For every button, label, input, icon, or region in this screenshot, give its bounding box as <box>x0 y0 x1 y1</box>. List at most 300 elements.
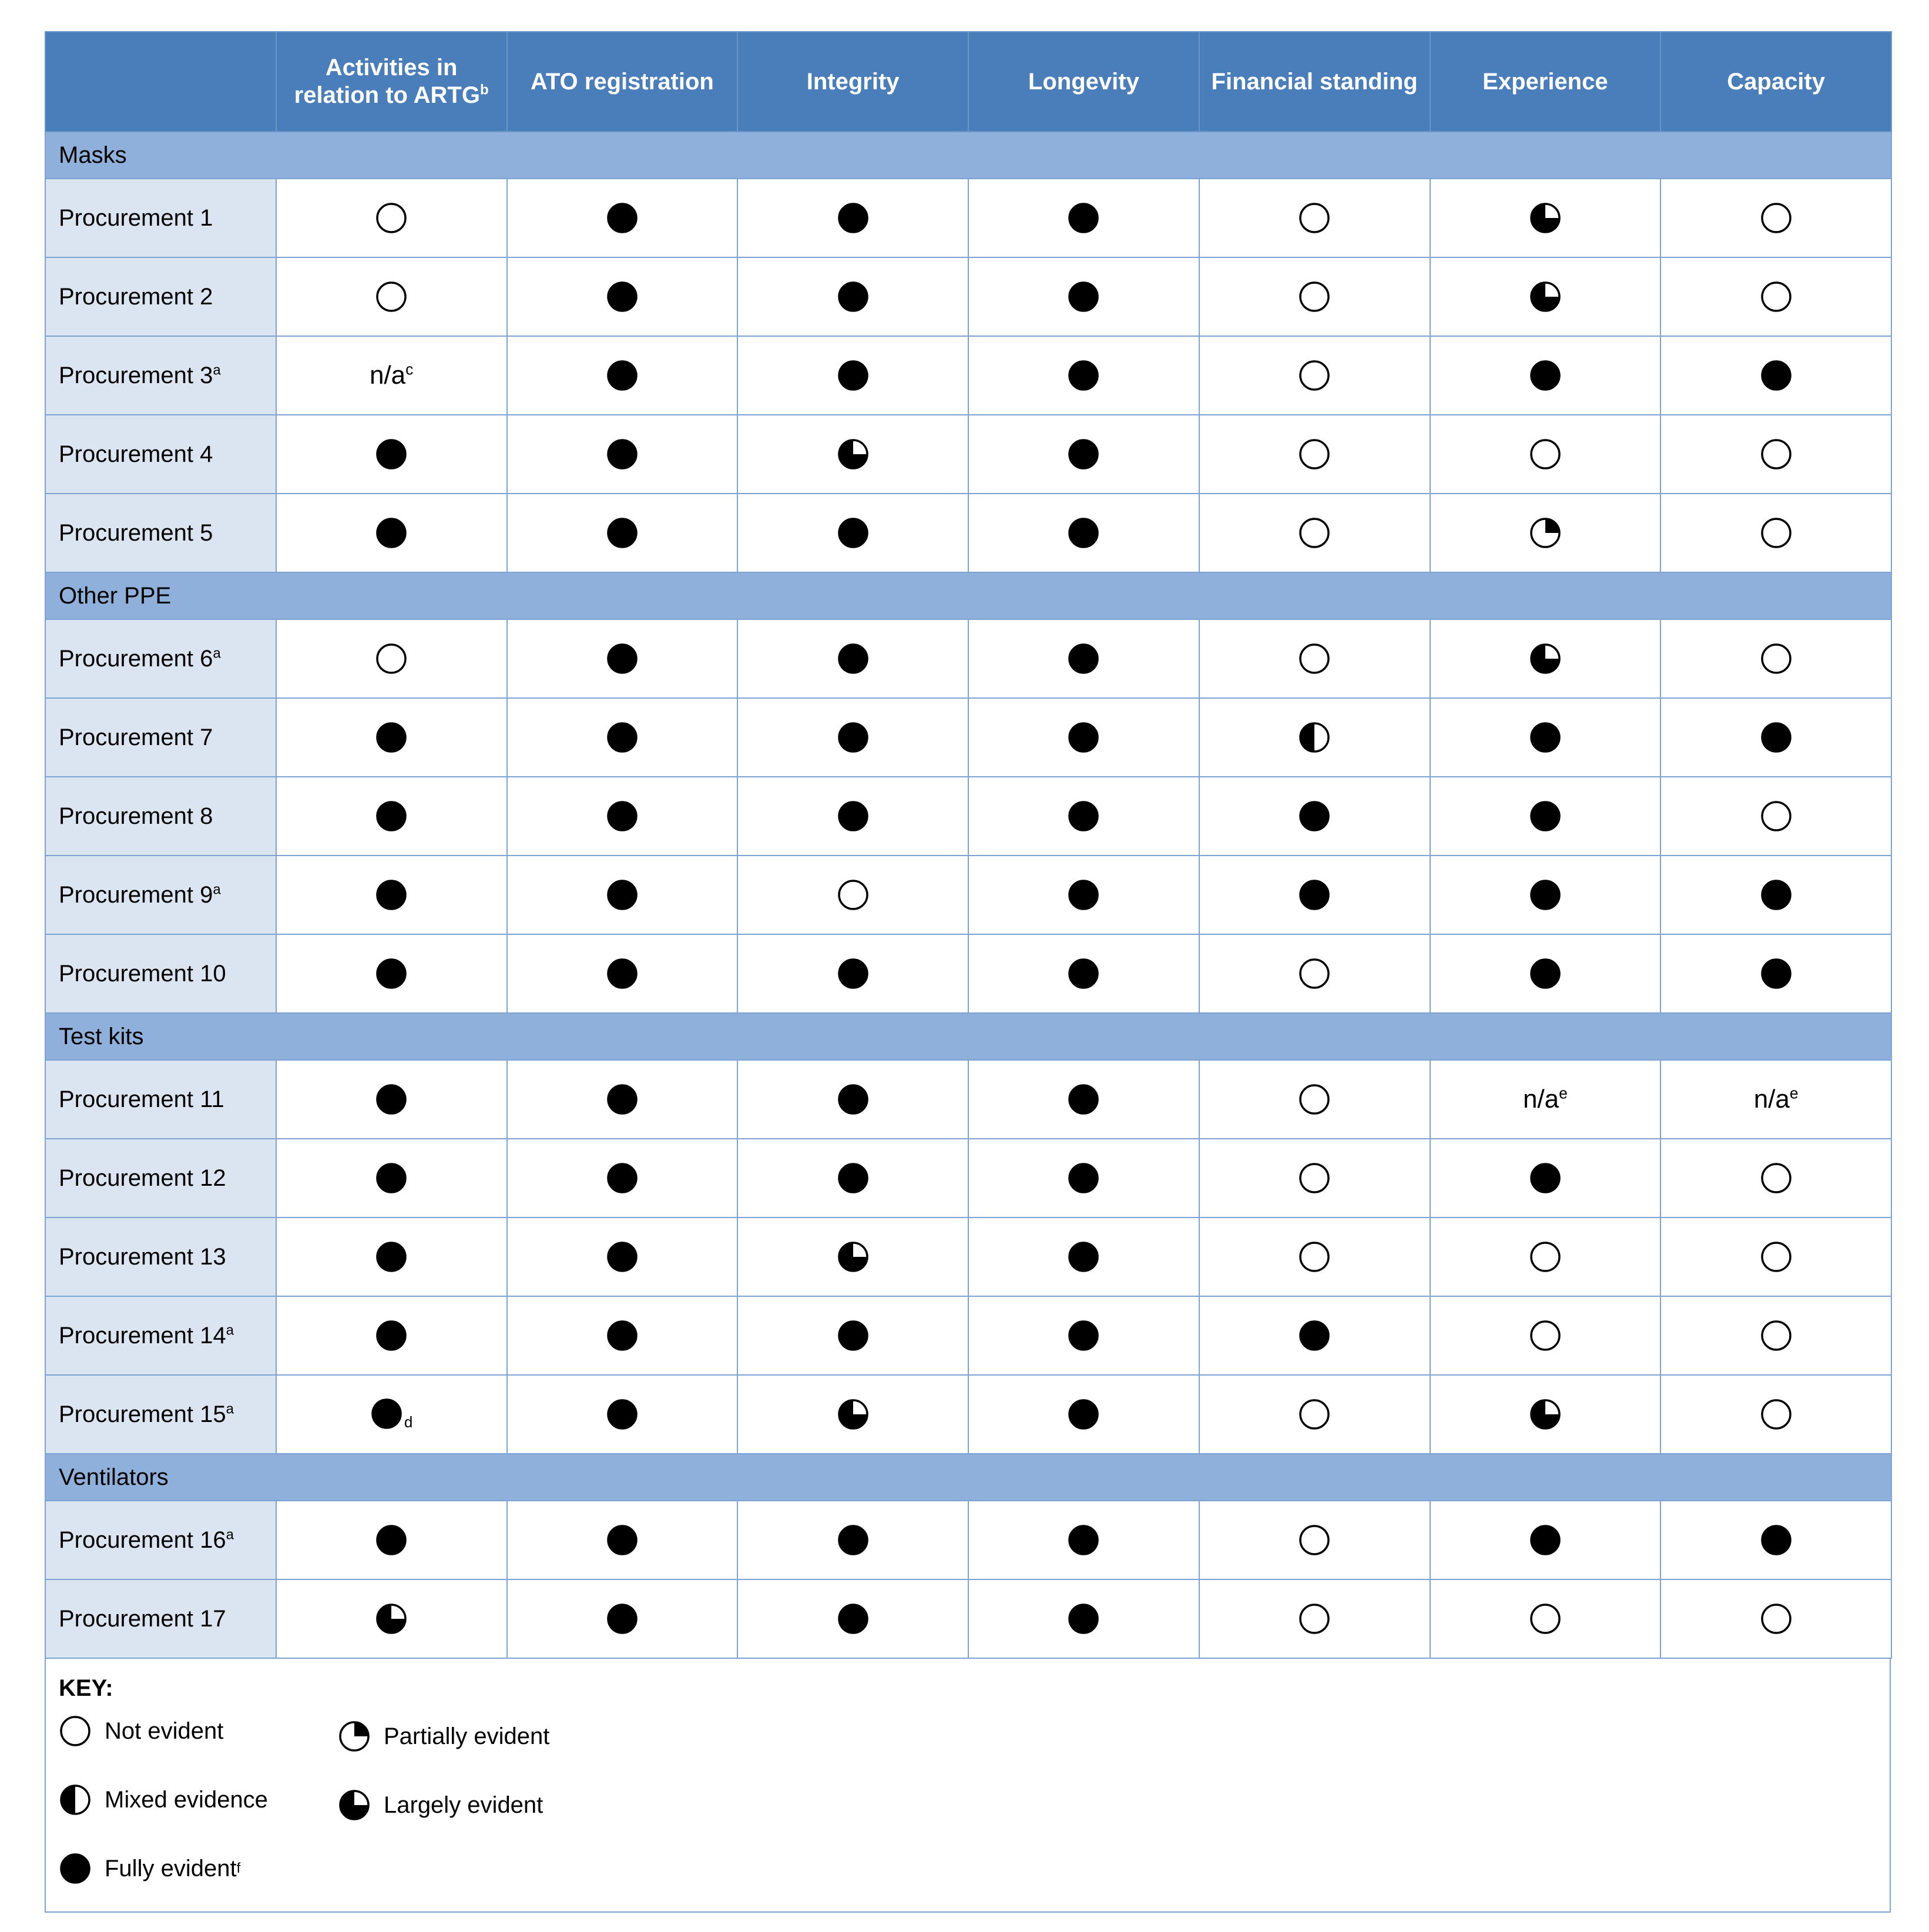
empty-circle-icon <box>1298 202 1331 234</box>
rating-cell <box>1660 336 1891 415</box>
row-label <box>45 336 276 415</box>
rating-cell <box>968 698 1199 777</box>
column-header-experience <box>1430 32 1661 132</box>
category-label: Other PPE <box>45 572 1891 619</box>
filled-circle-icon <box>1298 878 1331 911</box>
filled-circle-icon <box>606 800 639 833</box>
column-header-ato-registration <box>507 32 738 132</box>
filled-circle-icon <box>1760 1524 1793 1557</box>
rating-cell <box>507 698 738 777</box>
footnote-marker: a <box>213 645 221 662</box>
rating-cell <box>1430 1139 1661 1217</box>
filled-circle-icon <box>370 1397 403 1430</box>
key-item-largely-evident <box>338 1789 543 1822</box>
rating-cell <box>737 1139 968 1217</box>
category-label: Ventilators <box>45 1454 1891 1501</box>
table-row <box>45 415 1891 494</box>
row-label <box>45 1296 276 1375</box>
key-title: KEY: <box>59 1675 113 1701</box>
three-quarter-filled-circle-icon <box>837 438 870 471</box>
rating-cell <box>1430 1501 1661 1579</box>
rating-cell <box>276 1060 507 1139</box>
column-header-label: Activities in relation to ARTG <box>294 55 480 108</box>
row-label-text: Procurement 11 <box>59 1086 224 1112</box>
filled-circle-icon <box>606 280 639 313</box>
filled-circle-icon <box>837 1602 870 1635</box>
rating-cell <box>968 856 1199 934</box>
empty-circle-icon <box>1529 1319 1562 1352</box>
row-label <box>45 698 276 777</box>
column-header-financial-standing <box>1199 32 1430 132</box>
empty-circle-icon <box>1760 642 1793 675</box>
filled-circle-icon <box>606 642 639 675</box>
filled-circle-icon <box>375 1240 408 1273</box>
filled-circle-icon <box>837 957 870 990</box>
filled-circle-icon <box>1067 516 1100 549</box>
rating-cell <box>507 777 738 856</box>
rating-cell <box>968 1139 1199 1217</box>
empty-circle-icon <box>1298 359 1331 392</box>
rating-cell <box>1199 1296 1430 1375</box>
rating-cell <box>1430 856 1661 934</box>
row-label-text: Procurement 14 <box>59 1322 226 1349</box>
rating-cell <box>968 1060 1199 1139</box>
key-item-label: Fully evident <box>105 1855 237 1881</box>
three-quarter-filled-circle-icon <box>1529 1398 1562 1431</box>
row-label-text: Procurement 12 <box>59 1165 226 1191</box>
rating-cell <box>1430 1375 1661 1454</box>
rating-cell <box>507 1501 738 1579</box>
table-row <box>45 1217 1891 1296</box>
table-row <box>45 856 1891 934</box>
row-label <box>45 1217 276 1296</box>
rating-cell <box>737 1217 968 1296</box>
not-applicable-text: n/a <box>369 361 406 390</box>
rating-cell <box>276 1579 507 1658</box>
footnote-marker: c <box>405 360 414 378</box>
column-header-blank <box>45 32 276 132</box>
filled-circle-icon <box>837 800 870 833</box>
rating-cell <box>276 179 507 257</box>
rating-cell <box>1430 1296 1661 1375</box>
rating-cell <box>1199 856 1430 934</box>
filled-circle-icon <box>375 957 408 990</box>
rating-cell <box>737 1296 968 1375</box>
rating-cell <box>968 934 1199 1013</box>
rating-cell <box>737 1579 968 1658</box>
rating-cell <box>507 415 738 494</box>
filled-circle-icon <box>606 1398 639 1431</box>
three-quarter-filled-circle-icon <box>1529 642 1562 675</box>
filled-circle-icon <box>1067 642 1100 675</box>
rating-cell <box>1430 698 1661 777</box>
rating-cell <box>1660 777 1891 856</box>
column-header-label: Financial standing <box>1211 68 1418 95</box>
rating-cell <box>507 1060 738 1139</box>
rating-cell <box>737 415 968 494</box>
rating-cell <box>1430 1060 1661 1139</box>
rating-cell <box>1660 1139 1891 1217</box>
filled-circle-icon <box>1529 1524 1562 1557</box>
rating-cell <box>1430 257 1661 336</box>
rating-cell <box>1430 1217 1661 1296</box>
rating-cell <box>1430 1579 1661 1658</box>
rating-cell <box>1199 1501 1430 1579</box>
filled-circle-icon <box>837 1319 870 1352</box>
table-row <box>45 336 1891 415</box>
assessment-table-container <box>45 31 1891 1913</box>
rating-cell <box>968 777 1199 856</box>
category-row <box>45 132 1891 179</box>
rating-cell <box>276 619 507 698</box>
category-label: Masks <box>45 132 1891 179</box>
filled-circle-icon <box>1529 359 1562 392</box>
rating-cell <box>276 1375 507 1454</box>
row-label <box>45 1501 276 1579</box>
filled-circle-icon <box>375 438 408 471</box>
empty-circle-icon <box>837 878 870 911</box>
row-label-text: Procurement 10 <box>59 960 226 987</box>
key-item-mixed-evidence <box>59 1783 268 1816</box>
footnote-marker: e <box>1789 1084 1799 1102</box>
category-row <box>45 572 1891 619</box>
column-header-label: Capacity <box>1727 68 1825 95</box>
empty-circle-icon <box>1760 202 1793 234</box>
rating-cell <box>1660 619 1891 698</box>
key-item-label: Mixed evidence <box>105 1786 268 1813</box>
rating-cell <box>1430 179 1661 257</box>
rating-cell <box>1660 934 1891 1013</box>
rating-cell <box>968 257 1199 336</box>
empty-circle-icon <box>1298 1602 1331 1635</box>
filled-circle-icon <box>606 438 639 471</box>
three-quarter-filled-circle-icon <box>1529 202 1562 234</box>
three-quarter-filled-circle-icon <box>837 1240 870 1273</box>
rating-cell <box>507 1296 738 1375</box>
filled-circle-icon <box>1760 878 1793 911</box>
table-row <box>45 1579 1891 1658</box>
row-label <box>45 257 276 336</box>
column-header-integrity <box>737 32 968 132</box>
empty-circle-icon <box>1298 1083 1331 1116</box>
rating-cell <box>276 856 507 934</box>
rating-cell <box>276 415 507 494</box>
footnote-marker: e <box>1559 1084 1568 1102</box>
empty-circle-icon <box>1760 1602 1793 1635</box>
row-label <box>45 856 276 934</box>
filled-circle-icon <box>1067 878 1100 911</box>
filled-circle-icon <box>1067 1319 1100 1352</box>
filled-circle-icon <box>606 359 639 392</box>
quarter-filled-circle-icon <box>1529 516 1562 549</box>
empty-circle-icon <box>1298 957 1331 990</box>
rating-cell <box>276 494 507 572</box>
filled-circle-icon <box>606 1240 639 1273</box>
rating-cell <box>1660 856 1891 934</box>
filled-circle-icon <box>1067 1162 1100 1195</box>
rating-cell <box>1199 698 1430 777</box>
column-header-label: Integrity <box>806 68 900 95</box>
assessment-table <box>45 31 1892 1659</box>
rating-cell <box>1430 777 1661 856</box>
key-item-fully-evident: Fully evident f <box>59 1852 240 1885</box>
rating-cell <box>737 494 968 572</box>
rating-cell <box>1430 336 1661 415</box>
row-label <box>45 1139 276 1217</box>
filled-circle-icon <box>837 1083 870 1116</box>
filled-circle-icon <box>837 642 870 675</box>
rating-cell <box>1199 619 1430 698</box>
table-row <box>45 1501 1891 1579</box>
three-quarter-filled-circle-icon <box>338 1789 384 1822</box>
rating-cell <box>968 1579 1199 1658</box>
row-label <box>45 1060 276 1139</box>
filled-circle-icon <box>606 1524 639 1557</box>
empty-circle-icon <box>375 642 408 675</box>
filled-circle-icon <box>1067 721 1100 754</box>
rating-cell <box>1660 1296 1891 1375</box>
rating-cell <box>968 1296 1199 1375</box>
empty-circle-icon <box>375 280 408 313</box>
empty-circle-icon <box>1298 516 1331 549</box>
footnote-marker: a <box>226 1322 234 1339</box>
empty-circle-icon <box>1298 1524 1331 1557</box>
row-label <box>45 934 276 1013</box>
empty-circle-icon <box>1529 1240 1562 1273</box>
filled-circle-icon <box>1529 957 1562 990</box>
empty-circle-icon <box>59 1715 105 1747</box>
rating-cell <box>276 777 507 856</box>
row-label <box>45 619 276 698</box>
rating-cell <box>1199 1060 1430 1139</box>
rating-cell <box>737 619 968 698</box>
row-label-text: Procurement 15 <box>59 1401 226 1427</box>
row-label <box>45 1375 276 1454</box>
filled-circle-icon <box>59 1852 105 1885</box>
rating-cell <box>968 336 1199 415</box>
rating-cell <box>1660 1217 1891 1296</box>
footnote-marker: b <box>479 82 489 98</box>
rating-cell <box>737 698 968 777</box>
rating-cell <box>737 777 968 856</box>
rating-cell <box>1660 1501 1891 1579</box>
filled-circle-icon <box>837 202 870 234</box>
category-row <box>45 1013 1891 1060</box>
filled-circle-icon <box>606 1162 639 1195</box>
row-label <box>45 494 276 572</box>
filled-circle-icon <box>606 878 639 911</box>
rating-cell <box>1660 179 1891 257</box>
column-header-activities-in-relation-to-artg <box>276 32 507 132</box>
table-row <box>45 619 1891 698</box>
filled-circle-icon <box>1067 359 1100 392</box>
filled-circle-icon <box>1529 800 1562 833</box>
rating-cell <box>968 1217 1199 1296</box>
rating-cell <box>737 934 968 1013</box>
row-label-text: Procurement 16 <box>59 1527 226 1553</box>
rating-cell <box>1199 336 1430 415</box>
rating-cell <box>1199 179 1430 257</box>
half-filled-circle-icon <box>59 1783 105 1816</box>
filled-circle-icon <box>837 721 870 754</box>
row-label-text: Procurement 3 <box>59 362 213 388</box>
empty-circle-icon <box>1760 1398 1793 1431</box>
rating-cell <box>1660 698 1891 777</box>
rating-cell <box>276 1139 507 1217</box>
rating-cell <box>968 1501 1199 1579</box>
rating-cell <box>1660 1060 1891 1139</box>
rating-cell <box>507 856 738 934</box>
filled-circle-icon <box>1298 800 1331 833</box>
category-label: Test kits <box>45 1013 1891 1060</box>
filled-circle-icon <box>375 878 408 911</box>
filled-circle-icon <box>606 1602 639 1635</box>
rating-cell <box>1199 257 1430 336</box>
footnote-marker: a <box>226 1527 234 1543</box>
rating-cell <box>1430 934 1661 1013</box>
row-label <box>45 415 276 494</box>
empty-circle-icon <box>375 202 408 234</box>
rating-cell <box>737 856 968 934</box>
table-row <box>45 698 1891 777</box>
row-label-text: Procurement 1 <box>59 204 213 231</box>
filled-circle-icon <box>1067 202 1100 234</box>
filled-circle-icon <box>375 1162 408 1195</box>
column-header-longevity <box>968 32 1199 132</box>
rating-cell <box>1660 257 1891 336</box>
rating-cell <box>1660 1375 1891 1454</box>
rating-cell <box>507 494 738 572</box>
rating-cell <box>968 1375 1199 1454</box>
rating-cell <box>1199 494 1430 572</box>
three-quarter-filled-circle-icon <box>1529 280 1562 313</box>
row-label-text: Procurement 2 <box>59 283 213 310</box>
table-row <box>45 1296 1891 1375</box>
filled-circle-icon <box>375 800 408 833</box>
empty-circle-icon <box>1298 438 1331 471</box>
table-row <box>45 934 1891 1013</box>
filled-circle-icon <box>1067 957 1100 990</box>
quarter-filled-circle-icon <box>338 1720 384 1753</box>
empty-circle-icon <box>1298 280 1331 313</box>
filled-circle-icon <box>606 1319 639 1352</box>
key-item-partially-evident <box>338 1720 549 1753</box>
row-label-text: Procurement 9 <box>59 881 213 908</box>
rating-cell <box>276 336 507 415</box>
filled-circle-icon <box>375 721 408 754</box>
filled-circle-icon <box>606 516 639 549</box>
rating-cell <box>507 1579 738 1658</box>
column-header-label: Longevity <box>1028 68 1139 95</box>
rating-cell <box>1430 415 1661 494</box>
row-label <box>45 777 276 856</box>
filled-circle-icon <box>375 1524 408 1557</box>
rating-cell <box>1660 1579 1891 1658</box>
filled-circle-icon <box>375 1083 408 1116</box>
rating-cell <box>507 1217 738 1296</box>
filled-circle-icon <box>1529 1162 1562 1195</box>
rating-cell <box>1199 1139 1430 1217</box>
empty-circle-icon <box>1298 642 1331 675</box>
filled-circle-icon <box>1067 1524 1100 1557</box>
rating-cell <box>1660 415 1891 494</box>
rating-cell <box>276 934 507 1013</box>
filled-circle-icon <box>1067 800 1100 833</box>
rating-cell <box>276 1501 507 1579</box>
row-label-text: Procurement 5 <box>59 519 213 546</box>
rating-cell <box>507 1375 738 1454</box>
rating-cell <box>1199 777 1430 856</box>
rating-cell <box>1199 415 1430 494</box>
rating-cell <box>507 336 738 415</box>
rating-cell <box>507 179 738 257</box>
filled-circle-icon <box>1529 721 1562 754</box>
footnote-marker: a <box>213 362 221 378</box>
filled-circle-icon <box>375 516 408 549</box>
rating-cell <box>737 179 968 257</box>
rating-cell <box>737 1375 968 1454</box>
rating-cell <box>507 934 738 1013</box>
key-item-label: Largely evident <box>384 1792 544 1818</box>
row-label-text: Procurement 4 <box>59 441 213 467</box>
footnote-marker: a <box>213 881 221 898</box>
filled-circle-icon <box>1067 1398 1100 1431</box>
table-row <box>45 494 1891 572</box>
rating-cell <box>968 619 1199 698</box>
half-filled-circle-icon <box>1298 721 1331 754</box>
filled-circle-icon <box>837 359 870 392</box>
filled-circle-icon <box>1760 957 1793 990</box>
filled-circle-icon <box>837 1162 870 1195</box>
row-label-text: Procurement 8 <box>59 803 213 829</box>
table-row <box>45 777 1891 856</box>
rating-cell <box>1660 494 1891 572</box>
empty-circle-icon <box>1760 1240 1793 1273</box>
row-label <box>45 1579 276 1658</box>
footnote-marker: d <box>404 1413 413 1431</box>
filled-circle-icon <box>1067 1602 1100 1635</box>
rating-cell <box>1199 1217 1430 1296</box>
table-row <box>45 1375 1891 1454</box>
key-item-not-evident <box>59 1715 223 1747</box>
row-label-text: Procurement 17 <box>59 1605 226 1632</box>
empty-circle-icon <box>1298 1162 1331 1195</box>
key-item-label: Partially evident <box>384 1723 550 1749</box>
filled-circle-icon <box>1067 438 1100 471</box>
rating-cell <box>276 698 507 777</box>
column-header-label: Experience <box>1482 68 1608 95</box>
category-row <box>45 1454 1891 1501</box>
column-header-label: ATO registration <box>530 68 714 95</box>
footnote-marker: a <box>226 1401 234 1417</box>
filled-circle-icon <box>1760 721 1793 754</box>
empty-circle-icon <box>1760 516 1793 549</box>
rating-cell <box>968 179 1199 257</box>
filled-circle-icon <box>837 516 870 549</box>
table-row <box>45 257 1891 336</box>
empty-circle-icon <box>1529 438 1562 471</box>
rating-cell <box>1199 1375 1430 1454</box>
filled-circle-icon <box>1298 1319 1331 1352</box>
column-header-capacity <box>1660 32 1891 132</box>
rating-cell <box>968 494 1199 572</box>
rating-cell <box>1430 494 1661 572</box>
rating-cell <box>276 1296 507 1375</box>
table-row <box>45 1060 1891 1139</box>
filled-circle-icon <box>837 1524 870 1557</box>
rating-cell <box>737 1501 968 1579</box>
not-applicable-text: n/a <box>1753 1085 1790 1113</box>
